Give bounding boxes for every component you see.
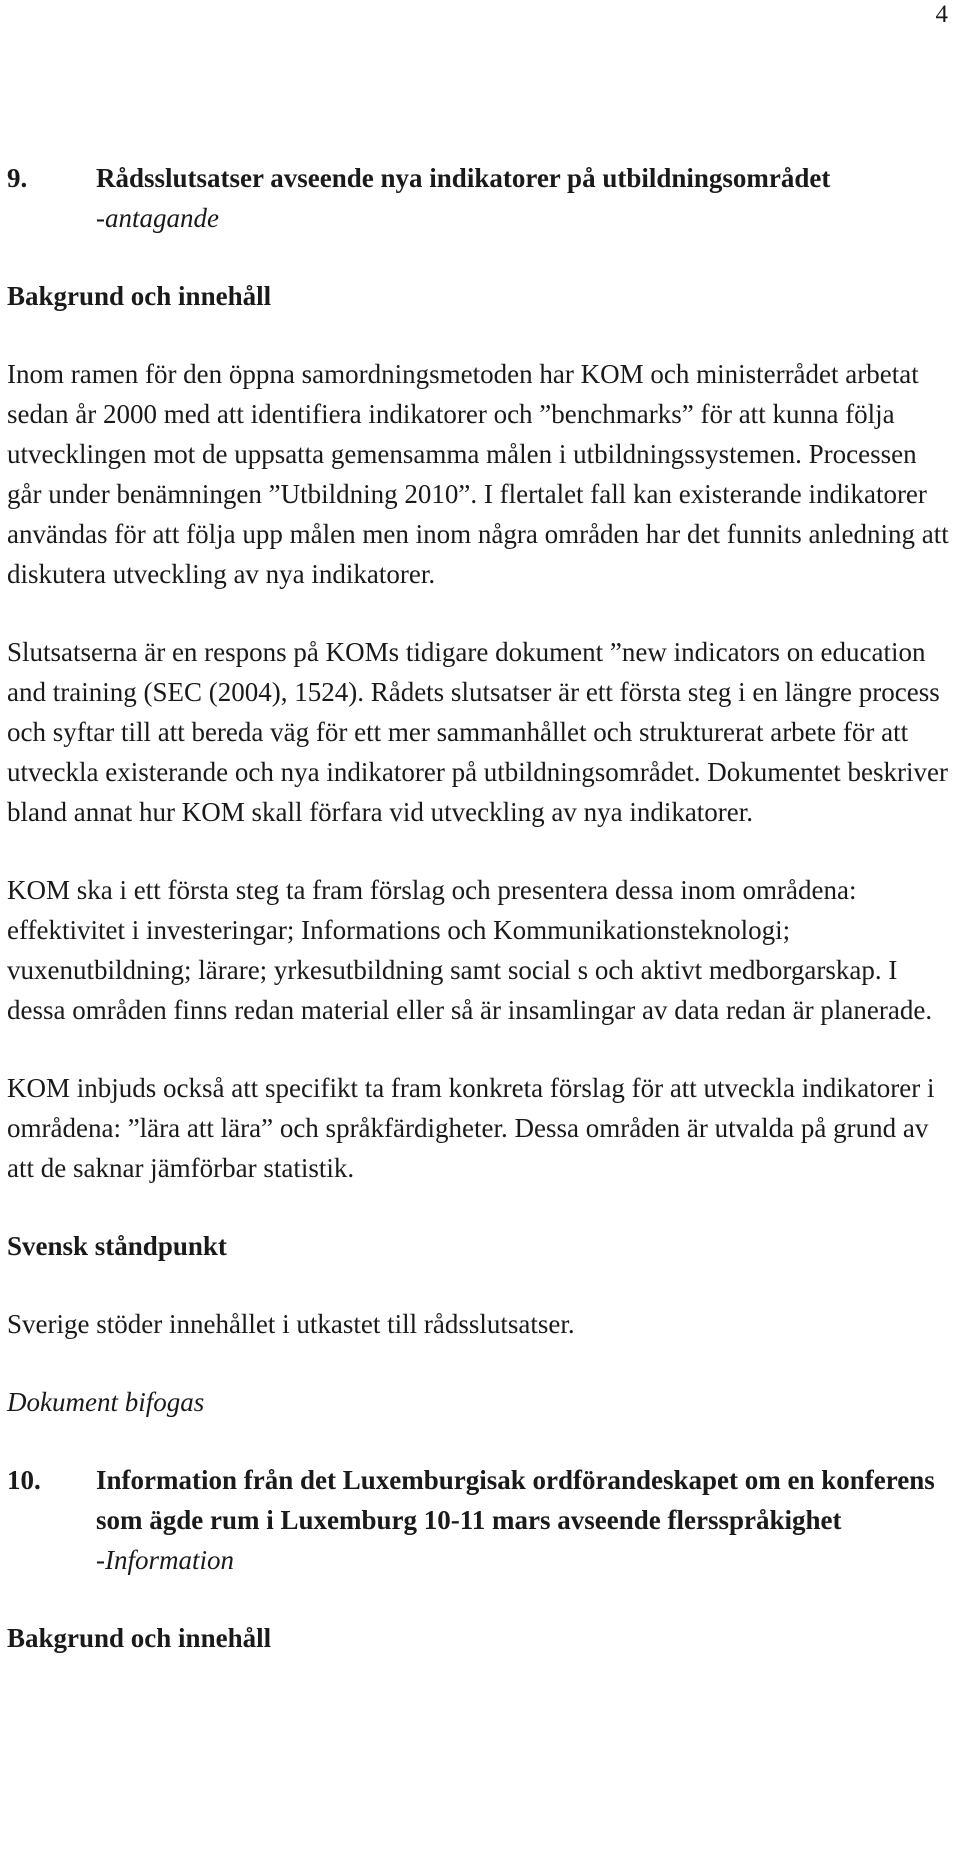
attachment-note: Dokument bifogas [7, 1387, 205, 1417]
paragraph-3: KOM ska i ett första steg ta fram förslag och presentera dessa inom områdena: effektivitet i investeringar; Informations och Kommunikationsteknologi; vuxenutbildning; lärare; yrkesutbildning samt social s och aktivt medborgarskap. I dessa områden finns redan material eller så är insamlingar av data redan är planerade. [7, 875, 933, 1025]
agenda-item-subtitle: -antagande [96, 203, 219, 233]
agenda-item-body [96, 1460, 952, 1580]
agenda-item-number: 10. [7, 1465, 41, 1495]
page-number: 4 [935, 1, 948, 28]
agenda-item-subtitle: -Information [96, 1545, 234, 1575]
document-body [7, 158, 952, 1658]
paragraph-2: Slutsatserna är en respons på KOMs tidigare dokument ”new indicators on education and training (SEC (2004), 1524). Rådets slutsatser är ett första steg i en längre process och syftar till att bereda väg för ett mer sammanhållet och strukturerat arbete för att utveckla existerande och nya indikatorer på utbildningsområdet. Dokumentet beskriver bland annat hur KOM skall förfara vid utveckling av nya indikatorer. [7, 637, 948, 827]
agenda-item-title: Information från det Luxemburgisak ordförandeskapet om en konferens som ägde rum i Luxemburg 10-11 mars avseende flersspråkighet [96, 1465, 935, 1535]
section-heading-background: Bakgrund och innehåll [7, 281, 272, 311]
section-heading-position: Svensk ståndpunkt [7, 1231, 227, 1261]
agenda-item-title: Rådsslutsatser avseende nya indikatorer på utbildningsområdet [96, 163, 831, 193]
agenda-item-10 [7, 1460, 952, 1580]
paragraph-4: KOM inbjuds också att specifikt ta fram konkreta förslag för att utveckla indikatorer i områdena: ”lära att lära” och språkfärdigheter. Dessa områden är utvalda på grund av att de saknar jämförbar statistik. [7, 1073, 935, 1183]
agenda-item-9 [7, 158, 952, 238]
paragraph-1: Inom ramen för den öppna samordningsmetoden har KOM och ministerrådet arbetat sedan år 2000 med att identifiera indikatorer och ”benchmarks” för att kunna följa utvecklingen mot de uppsatta gemensamma målen i utbildningssystemen. Processen går under benämningen ”Utbildning 2010”. I flertalet fall kan existerande indikatorer användas för att följa upp målen men inom några områden har det funnits anledning att diskutera utveckling av nya indikatorer. [7, 359, 949, 589]
agenda-item-number: 9. [7, 163, 28, 193]
agenda-item-body [96, 158, 952, 238]
section-heading-background-2: Bakgrund och innehåll [7, 1623, 272, 1653]
position-text: Sverige stöder innehållet i utkastet till rådsslutsatser. [7, 1309, 575, 1339]
